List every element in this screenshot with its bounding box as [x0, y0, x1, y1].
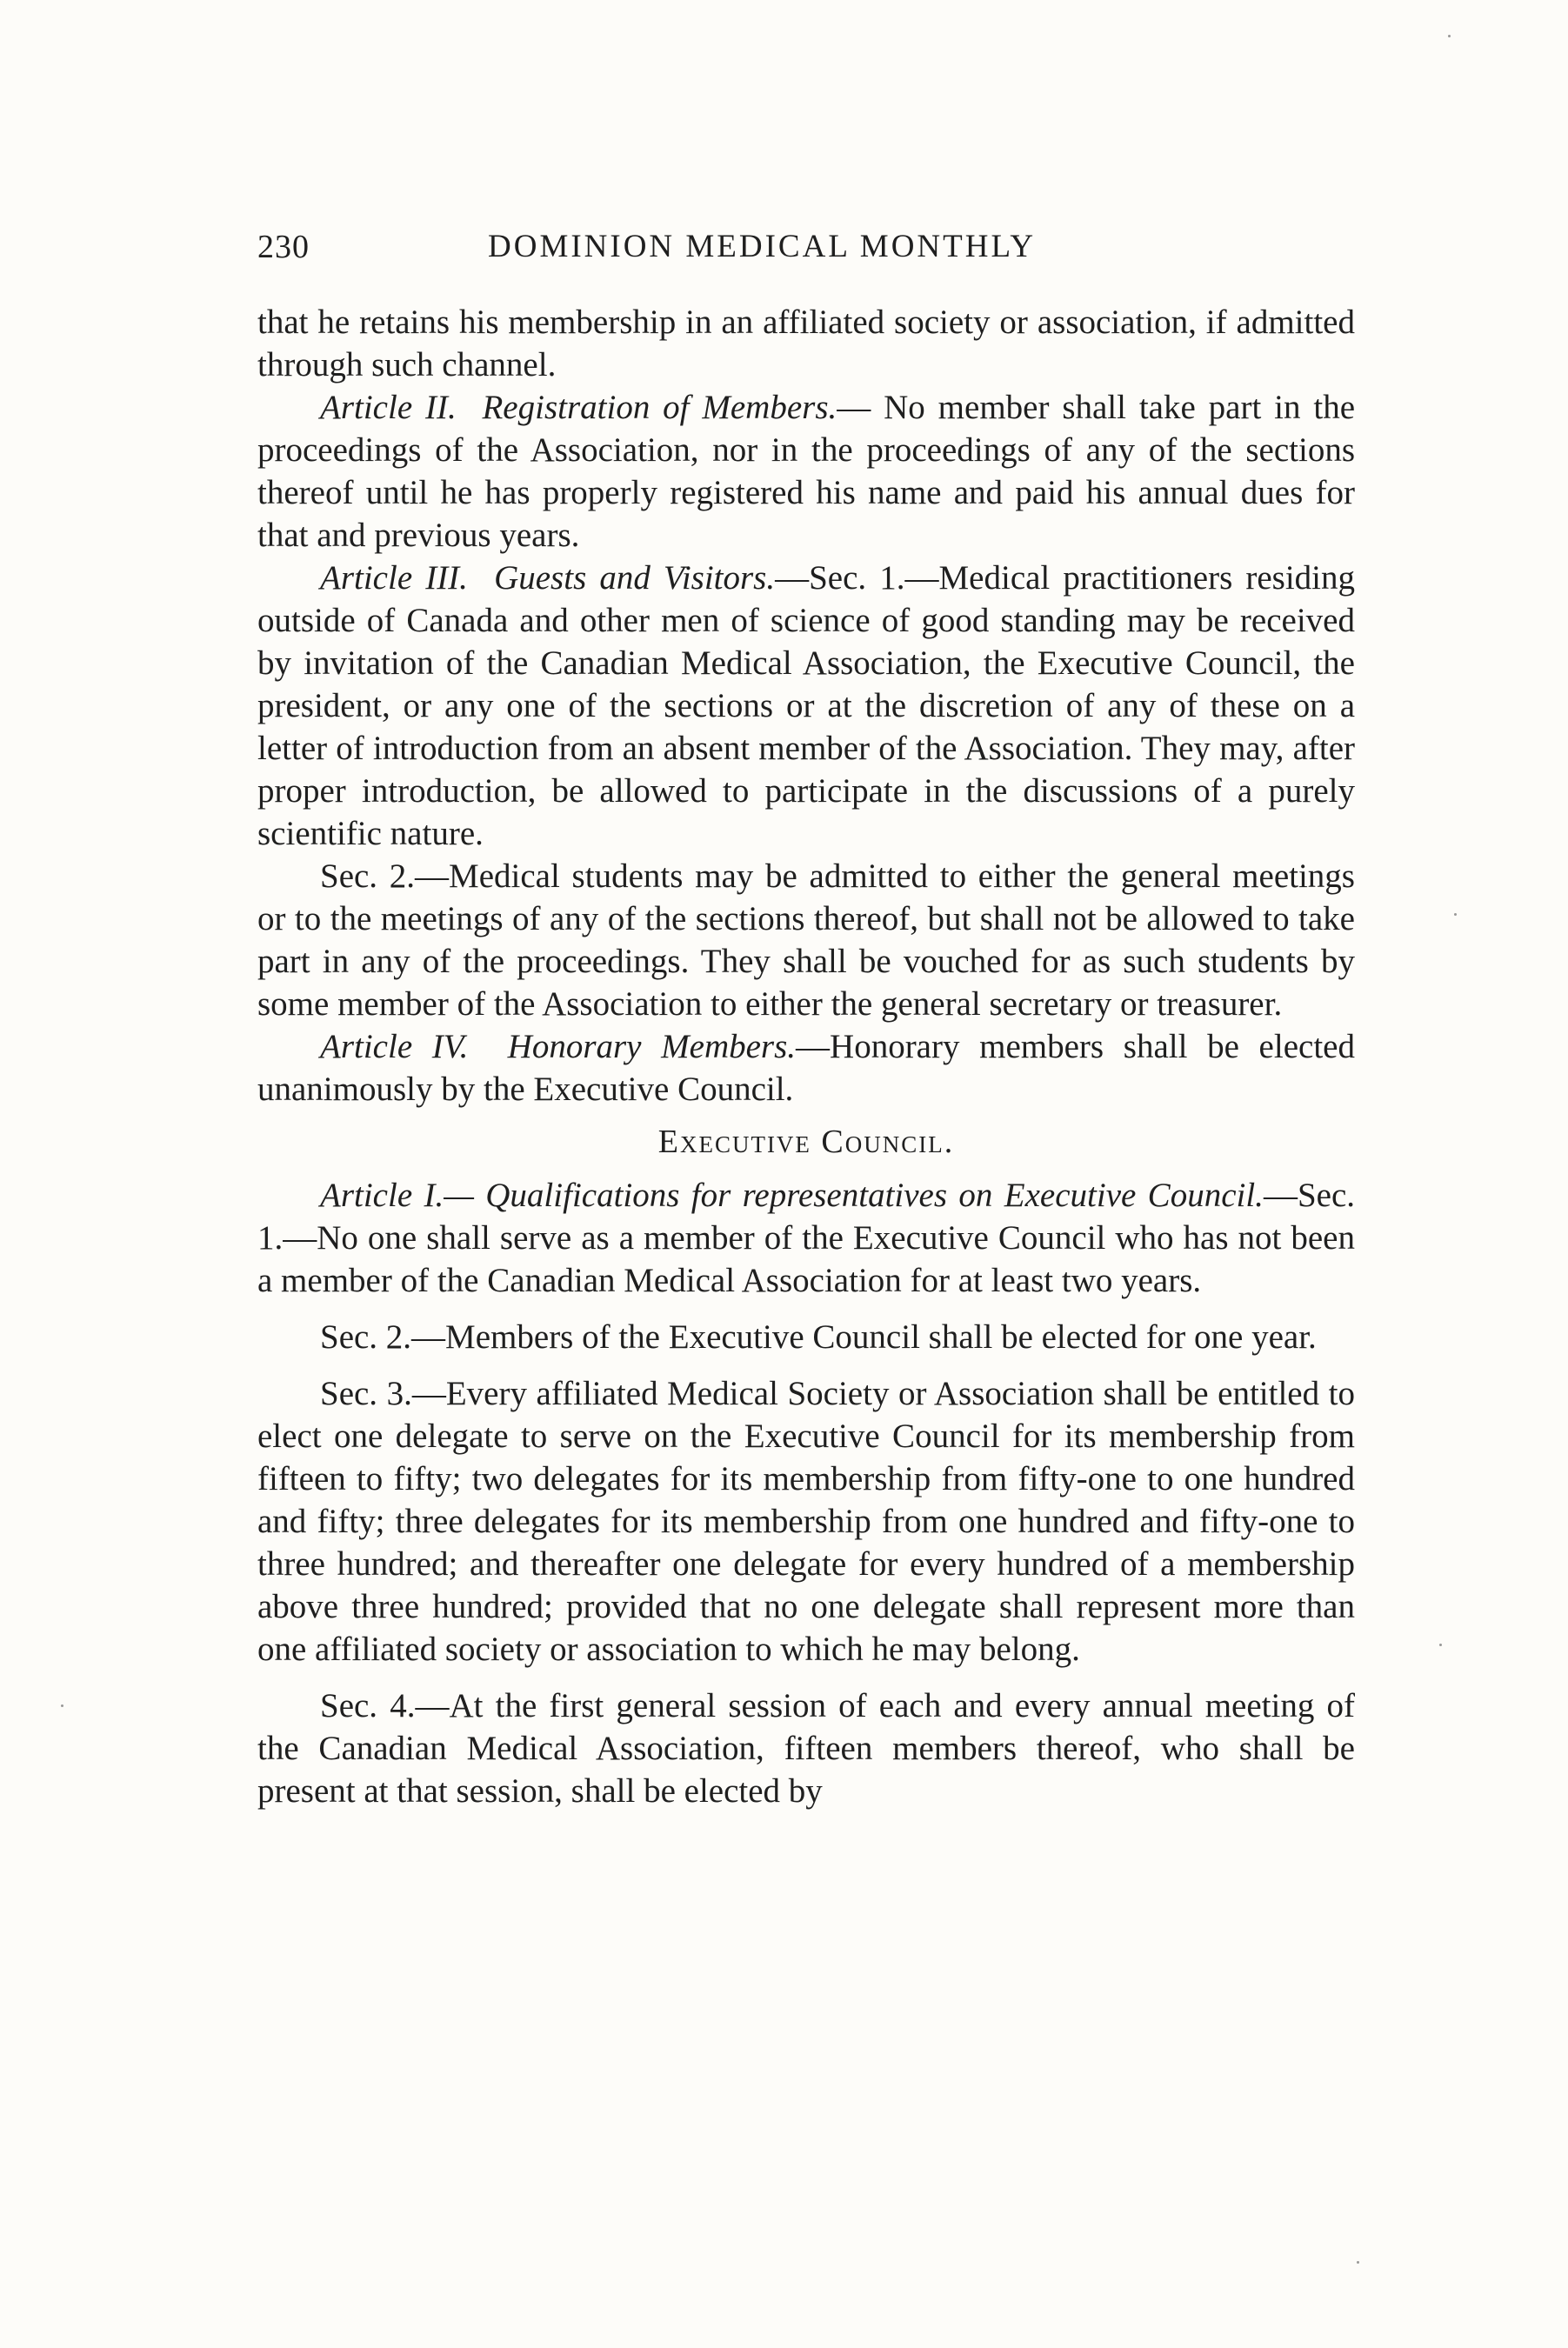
- paragraph-ec-sec-2: [257, 1316, 1355, 1358]
- paragraph-text: Sec. 4.—At the first general session of each and every annual meeting of the Canadian Medical Association, fifteen members thereof, who shall be present at that session, shall be elected by: [257, 1687, 1355, 1810]
- paragraph-article-iii: [257, 557, 1355, 855]
- paragraph-text: Sec. 3.—Every affiliated Medical Society or Association shall be entitled to elect one delegate to serve on the Executive Council for its membership from fifteen to fifty; two delegates for its membership from fifty-one to one hundred and fifty; three delegates for its membership from one hundred and fifty-one to three hundred; and thereafter one delegate for every hundred of a membership above three hundred; provided that no one delegate shall represent more than one affiliated society or association to which he may belong.: [257, 1375, 1355, 1668]
- article-heading: Registration of Members.: [482, 389, 837, 426]
- scan-speck: [1439, 1644, 1442, 1646]
- scan-speck: [1357, 2261, 1359, 2264]
- scan-speck: [1454, 913, 1457, 916]
- scan-speck: [61, 1704, 63, 1707]
- paragraph-text: that he retains his membership in an affiliated society or association, if admitted through such channel.: [257, 304, 1355, 384]
- article-number: Article II.: [320, 389, 457, 426]
- paragraph-ec-sec-3: [257, 1372, 1355, 1671]
- section-heading: Executive Council.: [657, 1124, 955, 1160]
- paragraph-text: Sec. 2.—Members of the Executive Council shall be elected for one year.: [320, 1318, 1317, 1356]
- journal-title: DOMINION MEDICAL MONTHLY: [488, 229, 1037, 264]
- paragraph-article-ii: [257, 386, 1355, 557]
- paragraph-sec-2-students: [257, 855, 1355, 1025]
- paragraph-ec-sec-4: [257, 1684, 1355, 1812]
- paragraph-article-iv: [257, 1025, 1355, 1111]
- paragraph-text: Sec. 2.—Medical students may be admitted to either the general meetings or to the meetings of any of the sections thereof, but shall not be allowed to take part in any of the proceedings. They shall be vouched for as such students by some member of the Association to either the general secretary or treasurer.: [257, 857, 1355, 1023]
- body-text: [257, 301, 1355, 1812]
- article-number: Article IV.: [320, 1028, 469, 1065]
- paragraph-text: — No member shall take part in the proceedings of the Association, nor in the proceedings of any of the sections thereof until he has properly registered his name and paid his annual dues for that and previous years.: [257, 389, 1356, 554]
- running-head: [257, 228, 1355, 280]
- scan-speck: [1448, 35, 1451, 37]
- article-number: Article III.: [320, 559, 468, 597]
- page-number: 230: [257, 229, 310, 265]
- article-heading: Article I.— Qualifications for representatives on Executive Council.: [320, 1177, 1264, 1214]
- paragraph-text: —Sec. 1.—No one shall serve as a member of the Executive Council who has not been a member of the Canadian Medical Association for at least two years.: [257, 1177, 1355, 1299]
- paragraph-text: —Sec. 1.—Medical practitioners residing outside of Canada and other men of science of good standing may be received by invitation of the Canadian Medical Association, the Executive Council, the president, or any one of the sections or at the discretion of any of these on a letter of introduction from an absent member of the Association. They may, after proper introduction, be allowed to participate in the discussions of a purely scientific nature.: [257, 559, 1355, 852]
- paragraph-continuation: [257, 301, 1355, 386]
- paragraph-text: —Honorary members shall be elected unanimously by the Executive Council.: [257, 1028, 1355, 1108]
- paragraph-ec-article-i: [257, 1174, 1355, 1302]
- article-heading: Guests and Visitors.: [494, 559, 776, 597]
- article-heading: Honorary Members.: [507, 1028, 797, 1065]
